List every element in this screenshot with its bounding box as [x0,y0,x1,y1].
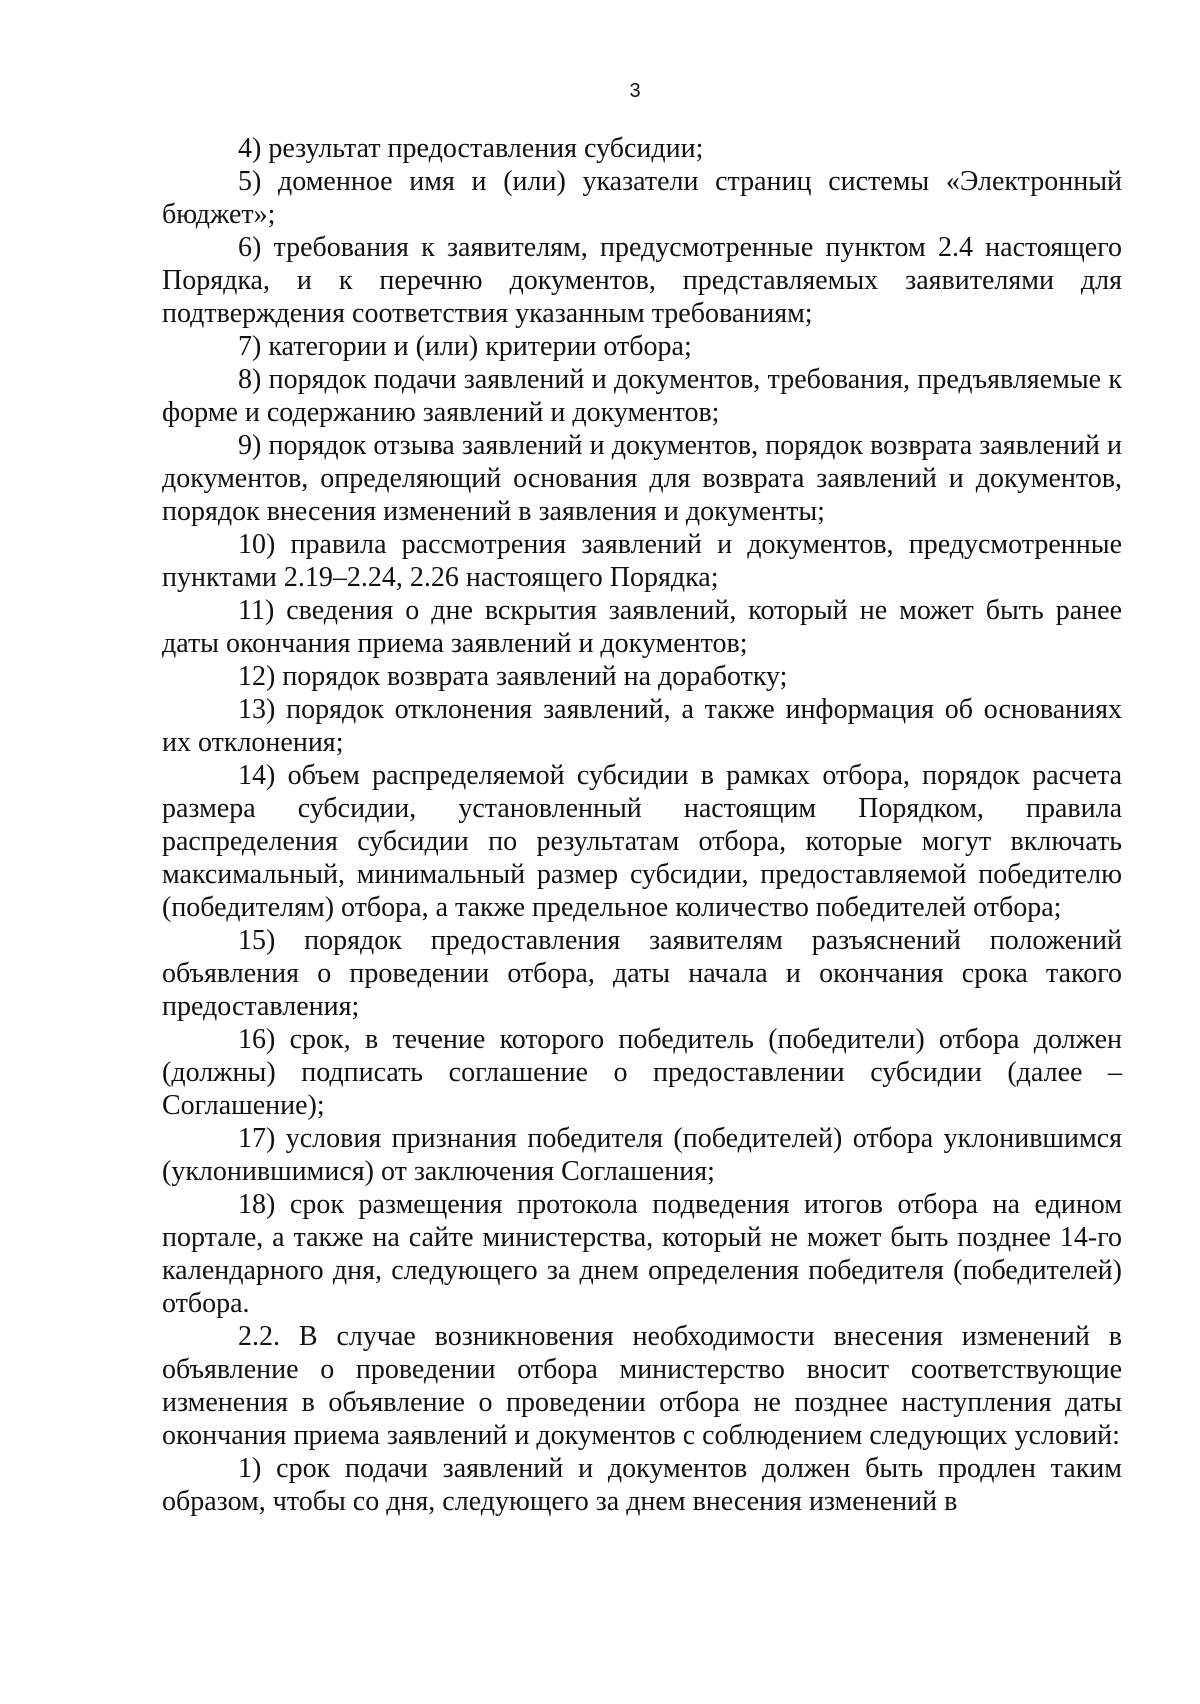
paragraph-condition-1: 1) срок подачи заявлений и документов должен быть продлен таким образом, чтобы со дня, следующего за днем внесения изменений в [162,1453,1122,1517]
paragraph-item-18: 18) срок размещения протокола подведения итогов отбора на едином портале, а также на сайте министерства, который не может быть позднее 14-го календарного дня, следующего за днем определения победителя (победителей) отбора. [162,1189,1122,1319]
paragraph-item-16: 16) срок, в течение которого победитель (победители) отбора должен (должны) подписать соглашение о предоставлении субсидии (далее – Соглашение); [162,1024,1122,1121]
paragraph-item-6: 6) требования к заявителям, предусмотренные пунктом 2.4 настоящего Порядка, и к перечню документов, представляемых заявителями для подтверждения соответствия указанным требованиям; [162,232,1122,329]
paragraph-item-11: 11) сведения о дне вскрытия заявлений, который не может быть ранее даты окончания приема заявлений и документов; [162,595,1122,659]
page-number: 3 [629,80,641,102]
paragraph-item-15: 15) порядок предоставления заявителям разъяснений положений объявления о проведении отбора, даты начала и окончания срока такого предоставления; [162,925,1122,1022]
paragraph-item-8: 8) порядок подачи заявлений и документов, требования, предъявляемые к форме и содержанию заявлений и документов; [162,364,1122,428]
paragraph-item-12: 12) порядок возврата заявлений на доработку; [238,661,788,692]
paragraph-section-2-2: 2.2. В случае возникновения необходимости внесения изменений в объявление о проведении отбора министерство вносит соответствующие изменения в объявление о проведении отбора не позднее наступления даты окончания приема заявлений и документов с соблюдением следующих условий: [162,1321,1122,1451]
document-body [162,132,1122,1518]
paragraph-item-9: 9) порядок отзыва заявлений и документов, порядок возврата заявлений и документов, определяющий основания для возврата заявлений и документов, порядок внесения изменений в заявления и документы; [162,430,1122,527]
paragraph-item-14: 14) объем распределяемой субсидии в рамках отбора, порядок расчета размера субсидии, установленный настоящим Порядком, правила распределения субсидии по результатам отбора, которые могут включать максимальный, минимальный размер субсидии, предоставляемой победителю (победителям) отбора, а также предельное количество победителей отбора; [162,760,1122,923]
paragraph-item-4: 4) результат предоставления субсидии; [238,133,704,164]
paragraph-item-7: 7) категории и (или) критерии отбора; [238,331,692,362]
paragraph-item-5: 5) доменное имя и (или) указатели страниц системы «Электронный бюджет»; [162,166,1122,230]
paragraph-item-10: 10) правила рассмотрения заявлений и документов, предусмотренные пунктами 2.19–2.24, 2.26 настоящего Порядка; [162,529,1122,593]
paragraph-item-13: 13) порядок отклонения заявлений, а также информация об основаниях их отклонения; [162,694,1122,758]
paragraph-item-17: 17) условия признания победителя (победителей) отбора уклонившимся (уклонившимися) от заключения Соглашения; [162,1123,1122,1187]
